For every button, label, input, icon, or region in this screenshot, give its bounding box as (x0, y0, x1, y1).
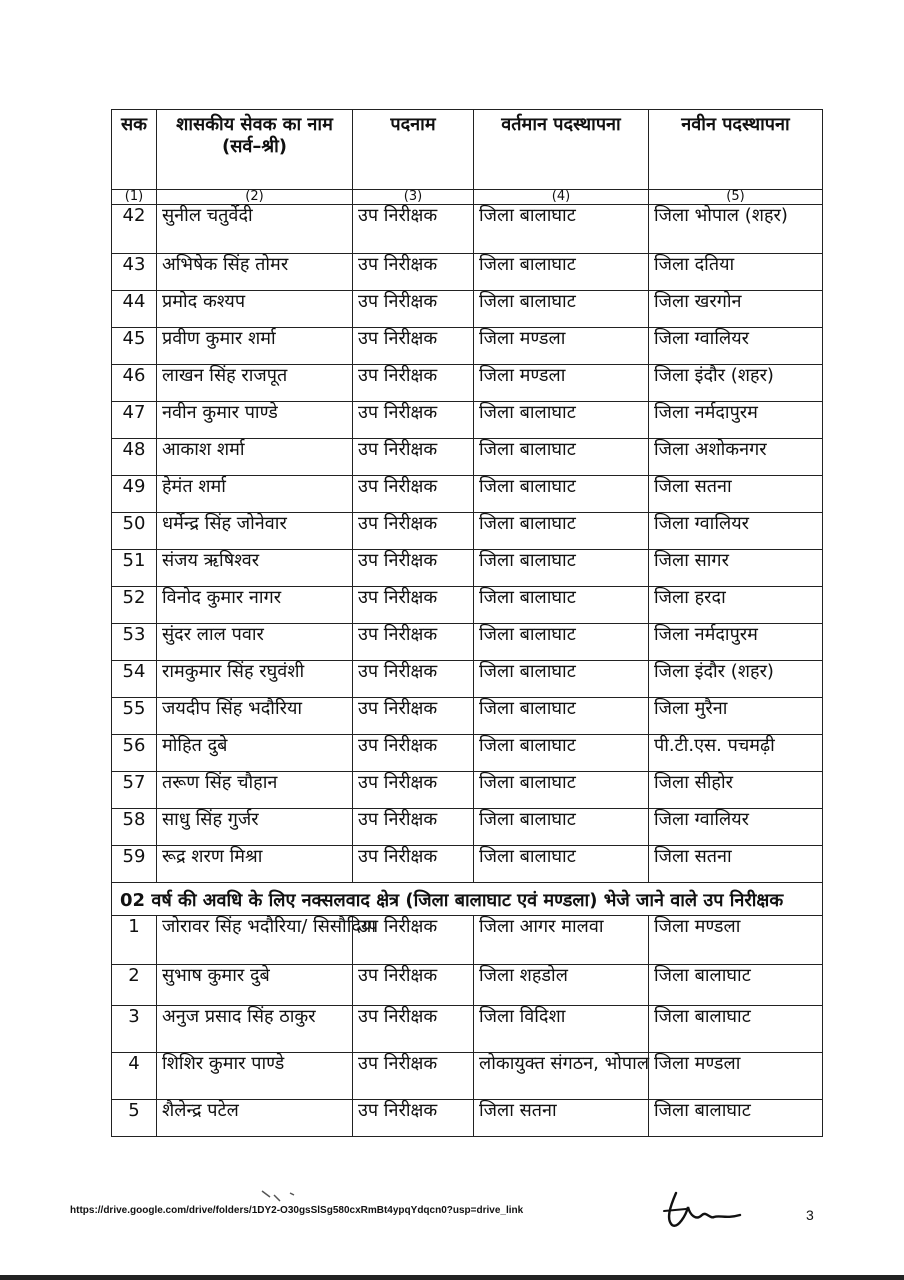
new-posting-cell: जिला सीहोर (649, 772, 823, 809)
current-posting-cell: जिला बालाघाट (474, 513, 649, 550)
signature-icon (656, 1185, 746, 1230)
current-posting-cell: जिला बालाघाट (474, 735, 649, 772)
new-posting-cell: जिला दतिया (649, 254, 823, 291)
table-row (112, 735, 823, 772)
new-posting-cell: जिला मण्डला (649, 1053, 823, 1100)
current-posting-cell: जिला बालाघाट (474, 846, 649, 883)
new-posting-cell: जिला बालाघाट (649, 1006, 823, 1053)
current-posting-cell: जिला बालाघाट (474, 550, 649, 587)
new-posting-cell: जिला नर्मदापुरम (649, 402, 823, 439)
name-cell: सुनील चतुर्वेदी (157, 205, 353, 254)
section-heading: 02 वर्ष की अवधि के लिए नक्सलवाद क्षेत्र (जिला बालाघाट एवं मण्डला) भेजे जाने वाले उप निरीक्षक (112, 883, 823, 916)
name-cell: विनोद कुमार नागर (157, 587, 353, 624)
header-name: शासकीय सेवक का नाम (सर्व–श्री) (157, 110, 353, 190)
current-posting-cell: जिला बालाघाट (474, 291, 649, 328)
designation-cell: उप निरीक्षक (353, 735, 474, 772)
serial-cell: 1 (112, 916, 157, 965)
column-number-row (112, 190, 823, 205)
designation-cell: उप निरीक्षक (353, 254, 474, 291)
designation-cell: उप निरीक्षक (353, 587, 474, 624)
new-posting-cell: जिला बालाघाट (649, 1100, 823, 1137)
designation-cell: उप निरीक्षक (353, 772, 474, 809)
current-posting-cell: जिला बालाघाट (474, 439, 649, 476)
serial-cell: 50 (112, 513, 157, 550)
current-posting-cell: जिला विदिशा (474, 1006, 649, 1053)
header-serial: सक (112, 110, 157, 190)
new-posting-cell: जिला नर्मदापुरम (649, 624, 823, 661)
table-row (112, 439, 823, 476)
designation-cell: उप निरीक्षक (353, 916, 474, 965)
table-row (112, 513, 823, 550)
designation-cell: उप निरीक्षक (353, 1006, 474, 1053)
current-posting-cell: जिला सतना (474, 1100, 649, 1137)
serial-cell: 44 (112, 291, 157, 328)
designation-cell: उप निरीक्षक (353, 624, 474, 661)
table-row (112, 809, 823, 846)
new-posting-cell: जिला ग्वालियर (649, 513, 823, 550)
new-posting-cell: जिला खरगोन (649, 291, 823, 328)
designation-cell: उप निरीक्षक (353, 402, 474, 439)
current-posting-cell: जिला मण्डला (474, 328, 649, 365)
footer-link[interactable]: https://drive.google.com/drive/folders/1DY2-O30gsSlSg580cxRmBt4ypqYdqcn0?usp=drive_link (70, 1205, 524, 1216)
table-row (112, 661, 823, 698)
designation-cell: उप निरीक्षक (353, 698, 474, 735)
table-row (112, 846, 823, 883)
table-row (112, 1053, 823, 1100)
page-number: 3 (806, 1207, 814, 1223)
new-posting-cell: जिला अशोकनगर (649, 439, 823, 476)
header-designation: पदनाम (353, 110, 474, 190)
designation-cell: उप निरीक्षक (353, 1100, 474, 1137)
table-header-row (112, 110, 823, 190)
serial-cell: 54 (112, 661, 157, 698)
designation-cell: उप निरीक्षक (353, 205, 474, 254)
serial-cell: 2 (112, 965, 157, 1006)
current-posting-cell: जिला बालाघाट (474, 476, 649, 513)
serial-cell: 42 (112, 205, 157, 254)
new-posting-cell: जिला सागर (649, 550, 823, 587)
designation-cell: उप निरीक्षक (353, 328, 474, 365)
current-posting-cell: जिला बालाघाट (474, 698, 649, 735)
table-row (112, 476, 823, 513)
designation-cell: उप निरीक्षक (353, 439, 474, 476)
name-cell: आकाश शर्मा (157, 439, 353, 476)
name-cell: अभिषेक सिंह तोमर (157, 254, 353, 291)
section-heading-row (112, 883, 823, 916)
serial-cell: 45 (112, 328, 157, 365)
serial-cell: 59 (112, 846, 157, 883)
col-number: (1) (112, 190, 157, 205)
current-posting-cell: जिला मण्डला (474, 365, 649, 402)
current-posting-cell: लोकायुक्त संगठन, भोपाल (474, 1053, 649, 1100)
serial-cell: 5 (112, 1100, 157, 1137)
name-cell: नवीन कुमार पाण्डे (157, 402, 353, 439)
col-number: (4) (474, 190, 649, 205)
serial-cell: 58 (112, 809, 157, 846)
serial-cell: 53 (112, 624, 157, 661)
col-number: (2) (157, 190, 353, 205)
new-posting-cell: जिला मण्डला (649, 916, 823, 965)
table-row (112, 916, 823, 965)
new-posting-cell: जिला ग्वालियर (649, 809, 823, 846)
designation-cell: उप निरीक्षक (353, 513, 474, 550)
new-posting-cell: जिला इंदौर (शहर) (649, 661, 823, 698)
serial-cell: 56 (112, 735, 157, 772)
current-posting-cell: जिला बालाघाट (474, 661, 649, 698)
serial-cell: 4 (112, 1053, 157, 1100)
new-posting-cell: जिला भोपाल (शहर) (649, 205, 823, 254)
current-posting-cell: जिला आगर मालवा (474, 916, 649, 965)
designation-cell: उप निरीक्षक (353, 291, 474, 328)
new-posting-cell: जिला सतना (649, 476, 823, 513)
name-cell: मोहित दुबे (157, 735, 353, 772)
serial-cell: 3 (112, 1006, 157, 1053)
serial-cell: 52 (112, 587, 157, 624)
new-posting-cell: जिला सतना (649, 846, 823, 883)
name-cell: प्रवीण कुमार शर्मा (157, 328, 353, 365)
table-row (112, 550, 823, 587)
table-row (112, 402, 823, 439)
current-posting-cell: जिला शहडोल (474, 965, 649, 1006)
current-posting-cell: जिला बालाघाट (474, 205, 649, 254)
serial-cell: 43 (112, 254, 157, 291)
name-cell: सुभाष कुमार दुबे (157, 965, 353, 1006)
serial-cell: 55 (112, 698, 157, 735)
transfer-table (111, 109, 823, 1137)
table-row (112, 624, 823, 661)
new-posting-cell: जिला इंदौर (शहर) (649, 365, 823, 402)
current-posting-cell: जिला बालाघाट (474, 587, 649, 624)
table-row (112, 291, 823, 328)
name-cell: जोरावर सिंह भदौरिया/ सिसौदिया (157, 916, 353, 965)
current-posting-cell: जिला बालाघाट (474, 254, 649, 291)
designation-cell: उप निरीक्षक (353, 661, 474, 698)
col-number: (5) (649, 190, 823, 205)
name-cell: साधु सिंह गुर्जर (157, 809, 353, 846)
current-posting-cell: जिला बालाघाट (474, 772, 649, 809)
designation-cell: उप निरीक्षक (353, 365, 474, 402)
designation-cell: उप निरीक्षक (353, 476, 474, 513)
scan-border (0, 1275, 904, 1280)
table-row (112, 698, 823, 735)
designation-cell: उप निरीक्षक (353, 846, 474, 883)
serial-cell: 48 (112, 439, 157, 476)
designation-cell: उप निरीक्षक (353, 1053, 474, 1100)
new-posting-cell: जिला बालाघाट (649, 965, 823, 1006)
table-row (112, 1006, 823, 1053)
name-cell: शिशिर कुमार पाण्डे (157, 1053, 353, 1100)
new-posting-cell: पी.टी.एस. पचमढ़ी (649, 735, 823, 772)
current-posting-cell: जिला बालाघाट (474, 402, 649, 439)
name-cell: तरूण सिंह चौहान (157, 772, 353, 809)
name-cell: शैलेन्द्र पटेल (157, 1100, 353, 1137)
table-row (112, 587, 823, 624)
current-posting-cell: जिला बालाघाट (474, 809, 649, 846)
scan-marks (240, 1187, 320, 1207)
table-row (112, 328, 823, 365)
name-cell: प्रमोद कश्यप (157, 291, 353, 328)
table-row (112, 205, 823, 254)
serial-cell: 51 (112, 550, 157, 587)
serial-cell: 46 (112, 365, 157, 402)
designation-cell: उप निरीक्षक (353, 965, 474, 1006)
table-row (112, 365, 823, 402)
table-row (112, 772, 823, 809)
new-posting-cell: जिला मुरैना (649, 698, 823, 735)
name-cell: रूद्र शरण मिश्रा (157, 846, 353, 883)
designation-cell: उप निरीक्षक (353, 550, 474, 587)
name-cell: अनुज प्रसाद सिंह ठाकुर (157, 1006, 353, 1053)
serial-cell: 49 (112, 476, 157, 513)
new-posting-cell: जिला हरदा (649, 587, 823, 624)
name-cell: लाखन सिंह राजपूत (157, 365, 353, 402)
name-cell: धर्मेन्द्र सिंह जोनेवार (157, 513, 353, 550)
table-row (112, 965, 823, 1006)
header-current-posting: वर्तमान पदस्थापना (474, 110, 649, 190)
col-number: (3) (353, 190, 474, 205)
name-cell: संजय ऋषिश्वर (157, 550, 353, 587)
designation-cell: उप निरीक्षक (353, 809, 474, 846)
name-cell: रामकुमार सिंह रघुवंशी (157, 661, 353, 698)
name-cell: जयदीप सिंह भदौरिया (157, 698, 353, 735)
serial-cell: 57 (112, 772, 157, 809)
new-posting-cell: जिला ग्वालियर (649, 328, 823, 365)
header-new-posting: नवीन पदस्थापना (649, 110, 823, 190)
current-posting-cell: जिला बालाघाट (474, 624, 649, 661)
table-row (112, 1100, 823, 1137)
table-row (112, 254, 823, 291)
serial-cell: 47 (112, 402, 157, 439)
name-cell: हेमंत शर्मा (157, 476, 353, 513)
name-cell: सुंदर लाल पवार (157, 624, 353, 661)
